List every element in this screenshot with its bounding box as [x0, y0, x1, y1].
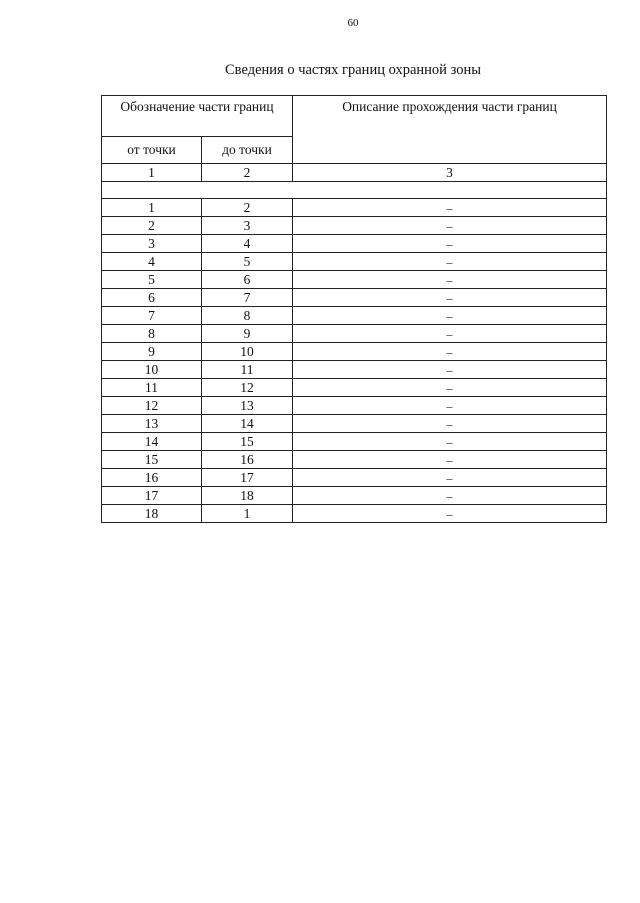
- from-point-cell: 18: [102, 505, 202, 523]
- to-point-cell: 12: [202, 379, 293, 397]
- table-row: [102, 451, 607, 469]
- to-point-cell: 15: [202, 433, 293, 451]
- from-point-cell: 7: [102, 307, 202, 325]
- from-point-cell: 6: [102, 289, 202, 307]
- table-row: [102, 397, 607, 415]
- description-cell: –: [293, 217, 607, 235]
- to-point-cell: 6: [202, 271, 293, 289]
- to-point-cell: 17: [202, 469, 293, 487]
- description-cell: –: [293, 307, 607, 325]
- header-row: [102, 96, 607, 137]
- column-number-row: [102, 164, 607, 182]
- description-cell: –: [293, 343, 607, 361]
- table-row: [102, 217, 607, 235]
- description-cell: –: [293, 253, 607, 271]
- from-point-cell: 1: [102, 199, 202, 217]
- from-point-cell: 17: [102, 487, 202, 505]
- table-row: [102, 361, 607, 379]
- table-row: [102, 199, 607, 217]
- section-separator-row: [102, 182, 607, 199]
- description-cell: –: [293, 289, 607, 307]
- table-row: [102, 289, 607, 307]
- description-cell: –: [293, 451, 607, 469]
- table-row: [102, 343, 607, 361]
- table-row: [102, 469, 607, 487]
- to-point-cell: 9: [202, 325, 293, 343]
- table-row: [102, 271, 607, 289]
- description-cell: –: [293, 487, 607, 505]
- boundary-designation-header: Обозначение части границ: [102, 96, 293, 137]
- from-point-cell: 9: [102, 343, 202, 361]
- description-cell: –: [293, 397, 607, 415]
- page-number: 60: [347, 17, 359, 29]
- from-point-cell: 11: [102, 379, 202, 397]
- description-cell: –: [293, 235, 607, 253]
- to-point-cell: 14: [202, 415, 293, 433]
- to-point-cell: 7: [202, 289, 293, 307]
- from-point-cell: 8: [102, 325, 202, 343]
- to-point-header: до точки: [202, 137, 293, 164]
- to-point-cell: 16: [202, 451, 293, 469]
- to-point-cell: 13: [202, 397, 293, 415]
- from-point-cell: 3: [102, 235, 202, 253]
- boundary-parts-table: [101, 95, 607, 523]
- description-cell: –: [293, 379, 607, 397]
- from-point-cell: 13: [102, 415, 202, 433]
- from-point-cell: 15: [102, 451, 202, 469]
- table-row: [102, 235, 607, 253]
- to-point-cell: 5: [202, 253, 293, 271]
- description-cell: –: [293, 199, 607, 217]
- from-point-cell: 4: [102, 253, 202, 271]
- to-point-cell: 10: [202, 343, 293, 361]
- column-number-3: 3: [293, 164, 607, 182]
- column-number-2: 2: [202, 164, 293, 182]
- description-cell: –: [293, 361, 607, 379]
- from-point-header: от точки: [102, 137, 202, 164]
- boundary-description-header: Описание прохождения части границ: [293, 96, 607, 164]
- description-cell: –: [293, 271, 607, 289]
- table-row: [102, 415, 607, 433]
- description-cell: –: [293, 433, 607, 451]
- to-point-cell: 2: [202, 199, 293, 217]
- from-point-cell: 16: [102, 469, 202, 487]
- description-cell: –: [293, 469, 607, 487]
- to-point-cell: 11: [202, 361, 293, 379]
- empty-section-cell: [102, 182, 607, 199]
- column-number-1: 1: [102, 164, 202, 182]
- from-point-cell: 2: [102, 217, 202, 235]
- table-row: [102, 487, 607, 505]
- from-point-cell: 5: [102, 271, 202, 289]
- description-cell: –: [293, 505, 607, 523]
- to-point-cell: 3: [202, 217, 293, 235]
- table-row: [102, 325, 607, 343]
- description-cell: –: [293, 415, 607, 433]
- to-point-cell: 1: [202, 505, 293, 523]
- table-row: [102, 433, 607, 451]
- table-row: [102, 379, 607, 397]
- from-point-cell: 14: [102, 433, 202, 451]
- table-row: [102, 307, 607, 325]
- table-row: [102, 253, 607, 271]
- from-point-cell: 10: [102, 361, 202, 379]
- to-point-cell: 4: [202, 235, 293, 253]
- document-title: Сведения о частях границ охранной зоны: [225, 62, 481, 78]
- description-cell: –: [293, 325, 607, 343]
- table-row: [102, 505, 607, 523]
- to-point-cell: 8: [202, 307, 293, 325]
- from-point-cell: 12: [102, 397, 202, 415]
- to-point-cell: 18: [202, 487, 293, 505]
